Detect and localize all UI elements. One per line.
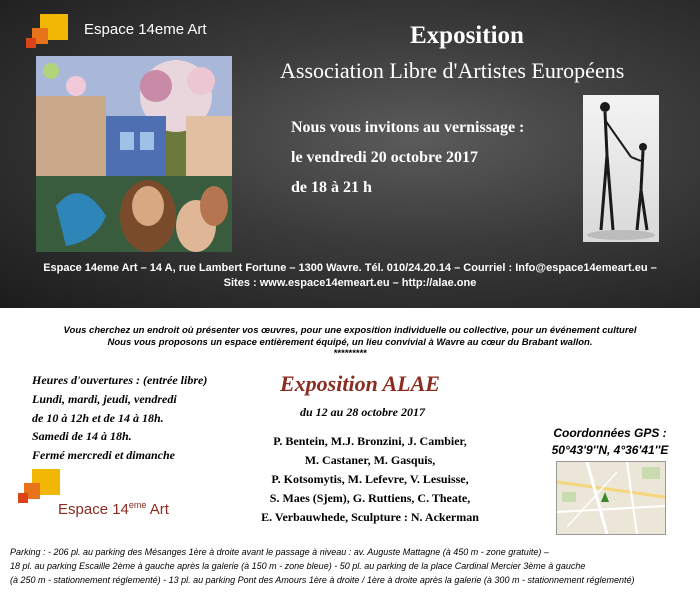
painting-image <box>36 56 232 252</box>
brand-name: Espace 14eme Art <box>84 21 207 38</box>
parking-line: Parking : - 206 pl. au parking des Mésanges 1ère à droite avant le passage à niveau : av. Auguste Mattagne (à 450 m - zone gratuite) – <box>10 547 549 557</box>
intro-separator: ********* <box>333 348 367 359</box>
intro-line: Vous cherchez un endroit où présenter vos œuvres, pour une exposition individuelle ou collective, pour un événement culturel <box>63 325 637 336</box>
page-subtitle: Association Libre d'Artistes Européens <box>280 58 625 83</box>
sites-line: Sites : www.espace14emeart.eu – http://alae.one <box>223 277 477 289</box>
hours-line: Samedi de 14 à 18h. <box>32 429 132 443</box>
brand-sup: eme <box>128 500 147 510</box>
artists-line: P. Kotsomytis, M. Lefevre, V. Lesuisse, <box>271 472 469 486</box>
brand-suffix: Art <box>146 501 169 518</box>
parking-line: (à 250 m - stationnement réglementé) - 13 pl. au parking Pont des Amours 1ère à droite / 1ère à droite après la galerie (à 300 m - stationnement réglementé) <box>10 575 635 585</box>
hours-line: Fermé mercredi et dimanche <box>32 448 175 462</box>
gps-label: Coordonnées GPS : <box>553 426 667 440</box>
logo-icon <box>26 14 72 52</box>
page-title: Exposition <box>410 22 524 49</box>
location-map[interactable] <box>556 461 666 535</box>
gps-value: 50°43'9''N, 4°36'41''E <box>551 443 669 457</box>
brand-name-footer <box>58 500 169 518</box>
brand-prefix: Espace 14 <box>58 501 129 518</box>
hours-line: Lundi, mardi, jeudi, vendredi <box>32 392 177 406</box>
parking-line: 18 pl. au parking Escaille 2ème à gauche après la galerie (à 150 m - zone bleue) - 50 pl. au parking de la place Cardinal Mercier 3ème à gauche <box>10 561 586 571</box>
artists-line: P. Bentein, M.J. Bronzini, J. Cambier, <box>273 434 467 448</box>
sculpture-image <box>583 95 659 242</box>
invite-date: le vendredi 20 octobre 2017 <box>291 149 478 166</box>
invite-line: Nous vous invitons au vernissage : <box>291 119 525 136</box>
exhibition-title: Exposition ALAE <box>280 371 440 396</box>
exhibition-dates: du 12 au 28 octobre 2017 <box>300 405 426 419</box>
artists-line: E. Verbauwhede, Sculpture : N. Ackerman <box>261 510 479 524</box>
hours-line: de 10 à 12h et de 14 à 18h. <box>32 411 164 425</box>
hours-line: Heures d'ouvertures : (entrée libre) <box>32 373 208 387</box>
intro-line: Nous vous proposons un espace entièrement équipé, un lieu convivial à Wavre au cœur du Brabant wallon. <box>107 337 593 348</box>
artists-line: M. Castaner, M. Gasquis, <box>304 453 436 467</box>
contact-line: Espace 14eme Art – 14 A, rue Lambert Fortune – 1300 Wavre. Tél. 010/24.20.14 – Courriel : Info@espace14emeart.eu – <box>43 262 657 274</box>
invite-time: de 18 à 21 h <box>291 179 372 196</box>
artists-line: S. Maes (Sjem), G. Ruttiens, C. Theate, <box>269 491 471 505</box>
